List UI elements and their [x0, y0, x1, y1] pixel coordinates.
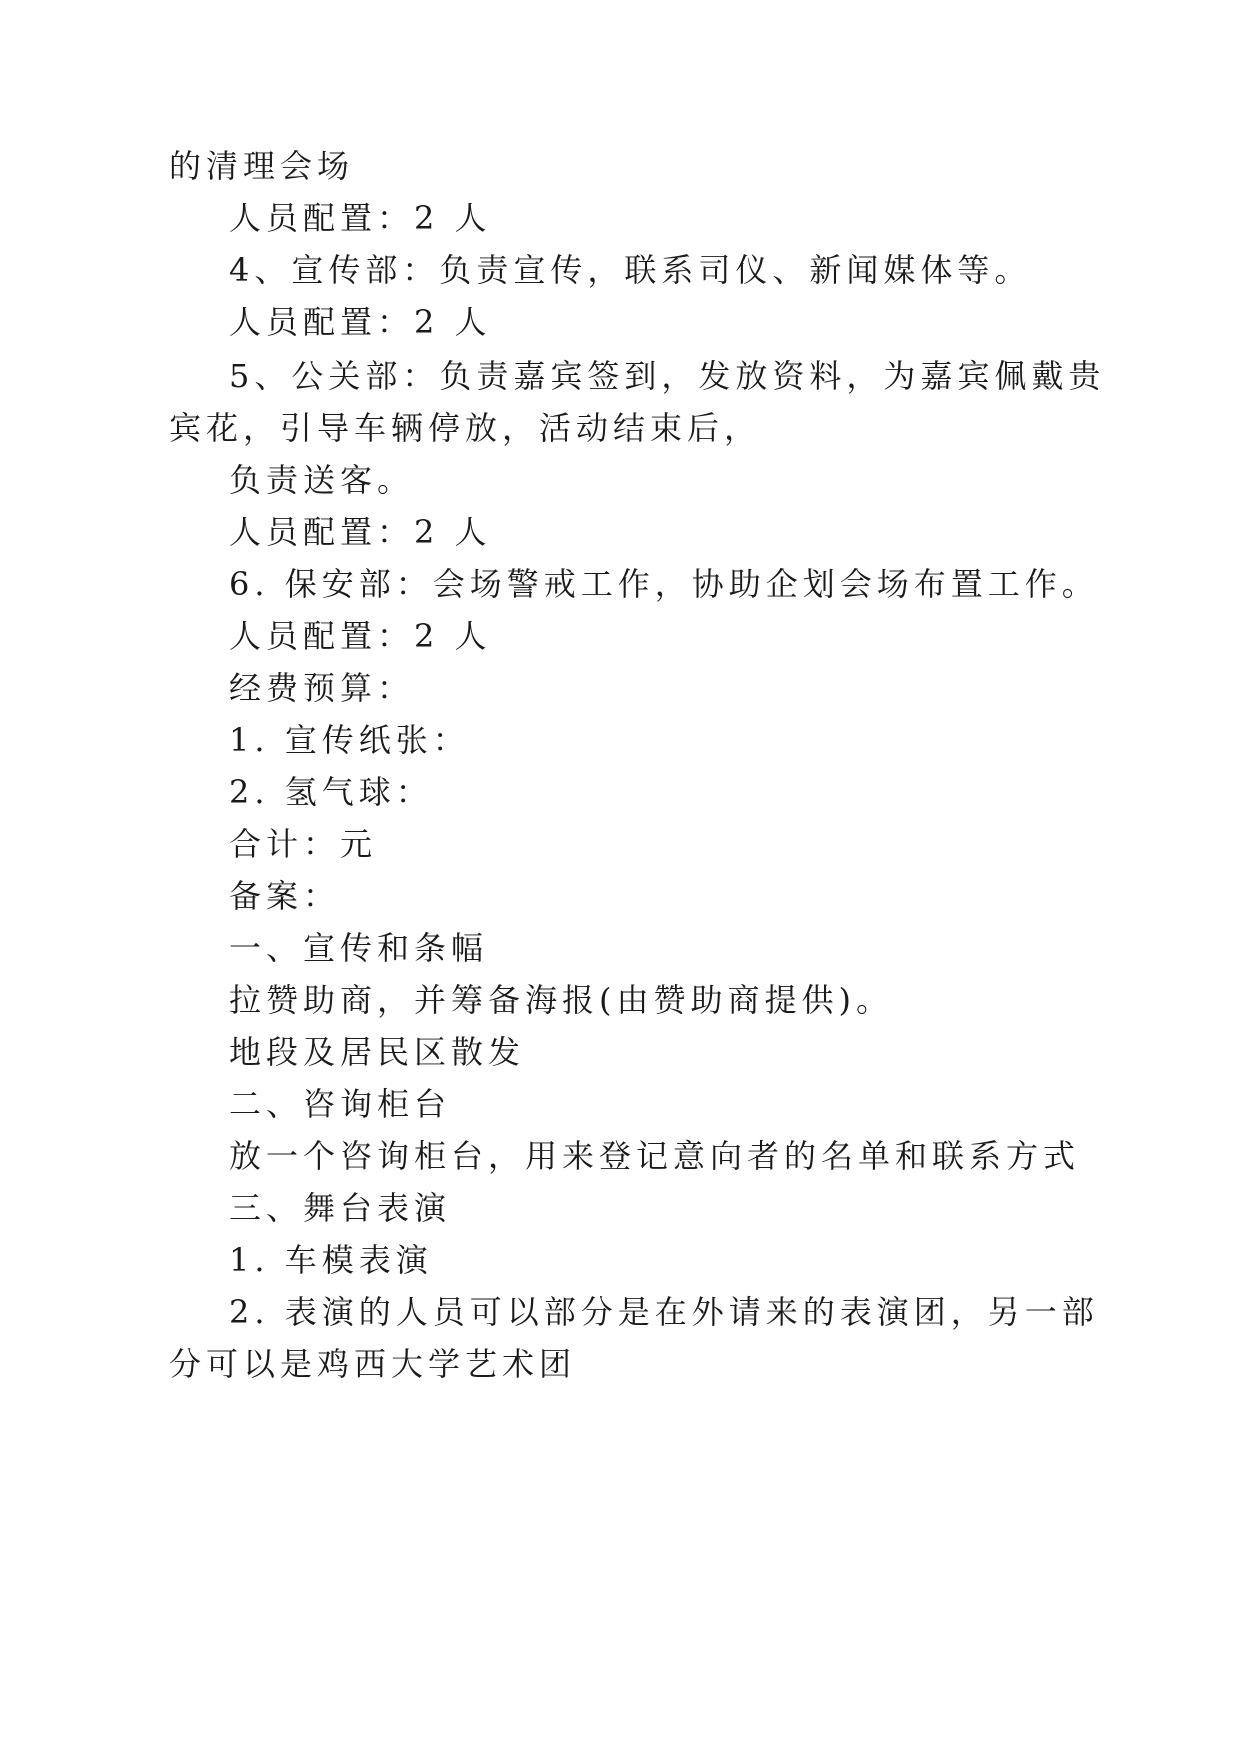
text-line: 三、舞台表演	[229, 1189, 452, 1227]
text-line: 经费预算：	[229, 669, 415, 707]
text-line: 放一个咨询柜台，用来登记意向者的名单和联系方式	[229, 1137, 1081, 1175]
text-line: 人员配置：2 人	[229, 199, 492, 237]
text-line: 1. 车模表演	[229, 1241, 433, 1279]
text-line: 宾花，引导车辆停放，活动结束后，	[169, 409, 762, 447]
text-line: 的清理会场	[169, 147, 355, 185]
text-line: 人员配置：2 人	[229, 617, 492, 655]
text-line: 备案：	[229, 877, 341, 915]
text-line: 地段及居民区散发	[229, 1033, 526, 1071]
text-line: 6. 保安部：会场警戒工作，协助企划会场布置工作。	[229, 565, 1099, 603]
text-line: 人员配置：2 人	[229, 303, 492, 341]
text-line: 一、宣传和条幅	[229, 929, 489, 967]
text-line: 1. 宣传纸张：	[229, 721, 470, 759]
text-line: 2. 表演的人员可以部分是在外请来的表演团，另一部	[229, 1293, 1099, 1331]
text-line: 5、公关部：负责嘉宾签到，发放资料，为嘉宾佩戴贵	[229, 357, 1106, 395]
text-line: 人员配置：2 人	[229, 513, 492, 551]
text-line: 合计：元	[229, 825, 378, 863]
text-line: 分可以是鸡西大学艺术团	[169, 1345, 577, 1383]
text-line: 4、宣传部：负责宣传，联系司仪、新闻媒体等。	[229, 251, 1032, 289]
text-line: 二、咨询柜台	[229, 1085, 452, 1123]
text-line: 拉赞助商，并筹备海报(由赞助商提供)。	[229, 981, 893, 1019]
text-line: 2. 氢气球：	[229, 773, 433, 811]
text-line: 负责送客。	[229, 461, 415, 499]
